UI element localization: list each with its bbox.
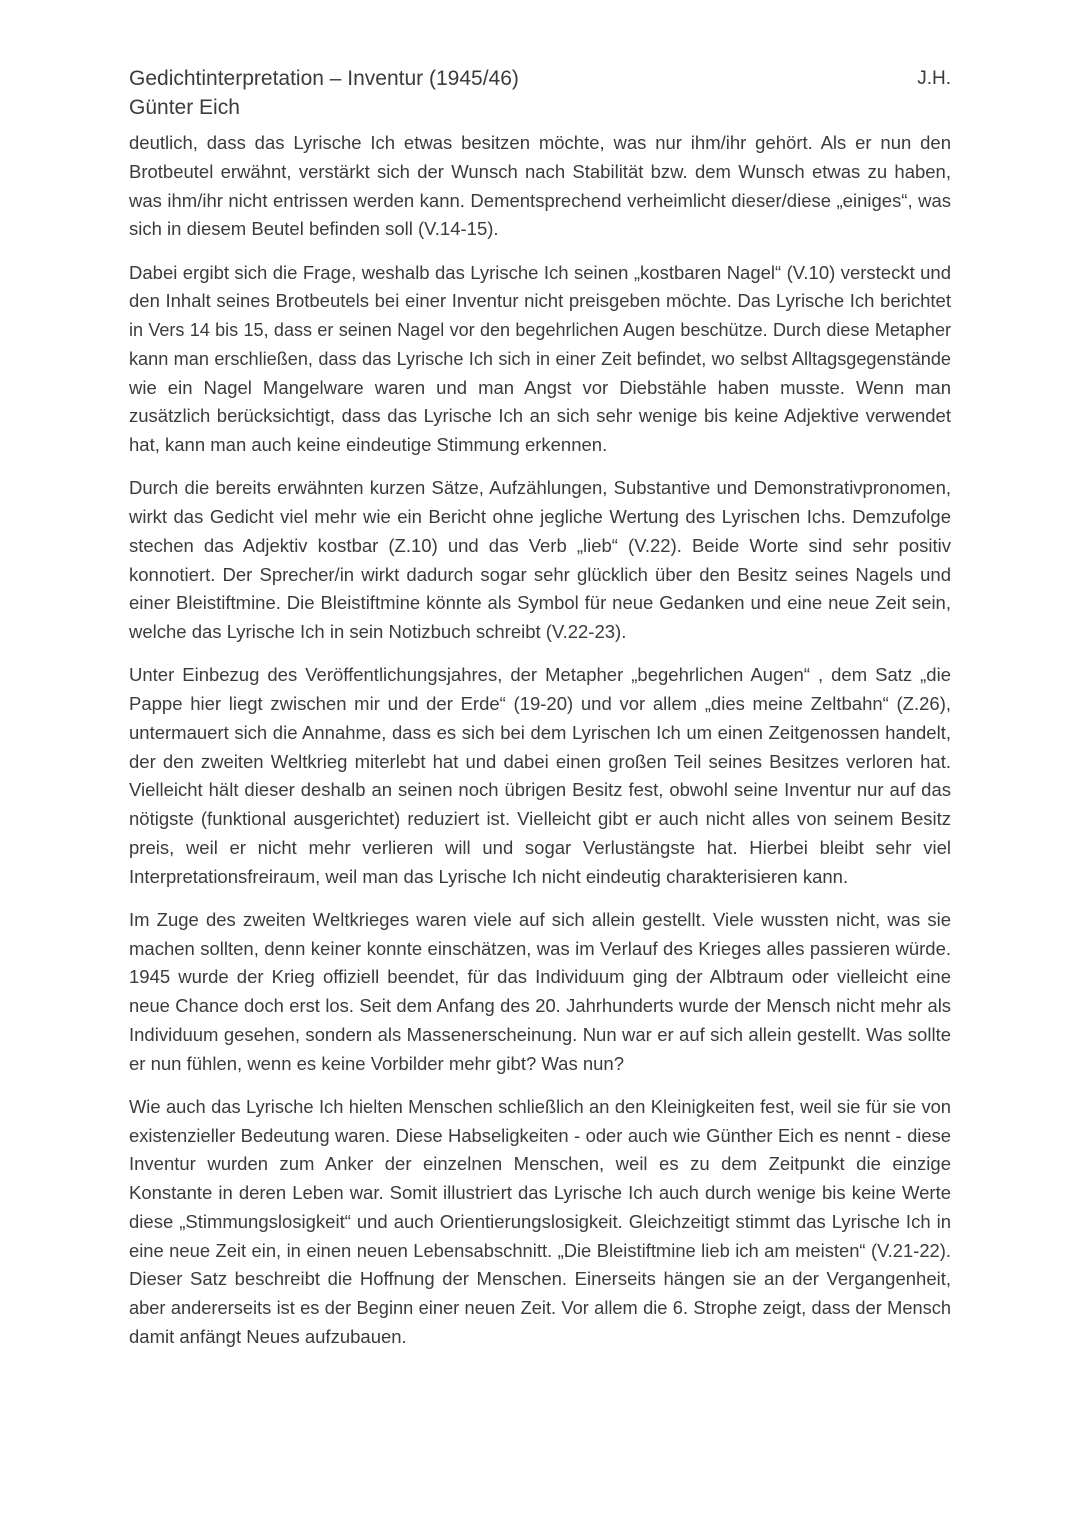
text-line: welche das Lyrische Ich in sein Notizbuch schreibt (V.22-23). [129, 621, 627, 642]
text-line: Unter Einbezug des Veröffentlichungsjahres, der Metapher „begehrlichen Augen“ , dem Satz „die [129, 664, 951, 686]
text-line: preis, weil er nicht mehr verlieren will und sogar Verlustängste hat. Hierbei bleibt sehr viel [129, 836, 951, 858]
text-line: der den zweiten Weltkrieg miterlebt hat und dabei einen großen Teil seines Besitzes verloren hat. [129, 750, 951, 772]
paragraph [129, 474, 951, 647]
text-line: untermauert sich die Annahme, dass es sich bei dem Lyrischen Ich um einen Zeitgenossen handelt, [129, 721, 951, 743]
paragraph [129, 906, 951, 1079]
text-line: was ihm/ihr nicht entrissen werden kann. Dementsprechend verheimlicht dieser/diese „einiges“, was [129, 189, 951, 211]
text-line: Durch die bereits erwähnten kurzen Sätze, Aufzählungen, Substantive und Demonstrativpronomen, [129, 477, 951, 499]
paragraph [129, 1093, 951, 1352]
text-line: Vielleicht hält dieser deshalb an seinen noch übrigen Besitz fest, obwohl seine Inventur nur auf das [129, 779, 951, 801]
text-line: Konstante in deren Leben war. Somit illustriert das Lyrische Ich auch durch wenige bis keine Werte [129, 1182, 951, 1203]
paragraph [129, 259, 951, 460]
document-title: Gedichtinterpretation – Inventur (1945/46) [129, 67, 519, 90]
text-line: deutlich, dass das Lyrische Ich etwas besitzen möchte, was nur ihm/ihr gehört. Als er nun den [129, 132, 951, 153]
paragraph [129, 129, 951, 244]
text-line: Interpretationsfreiraum, weil man das Lyrische Ich nicht eindeutig charakterisieren kann. [129, 865, 849, 887]
text-line: den Inhalt seines Brotbeutels bei einer Inventur nicht preisgeben möchte. Das Lyrische Ich berichtet [129, 290, 951, 312]
text-line: er nun fühlen, wenn es keine Vorbilder mehr gibt? Was nun? [129, 1052, 625, 1074]
poem-author: Günter Eich [129, 96, 240, 119]
paragraph [129, 661, 951, 891]
text-line: nötigste (funktional ausgerichtet) reduziert ist. Vielleicht gibt er auch nicht alles von seinem Besitz [129, 808, 951, 829]
text-line: kann man erschließen, dass das Lyrische Ich sich in einer Zeit befindet, wo selbst Alltagsgegenstände [129, 348, 951, 369]
text-line: wie ein Nagel Mangelware waren und man Angst vor Diebstähle haben musste. Wenn man [129, 376, 951, 398]
text-line: neue Chance doch erst los. Seit dem Anfang des 20. Jahrhunderts wurde der Mensch nicht mehr als [129, 995, 951, 1016]
text-line: damit anfängt Neues aufzubauen. [129, 1325, 407, 1347]
text-line: existenzieller Bedeutung waren. Diese Habseligkeiten - oder auch wie Günther Eich es nennt - diese [129, 1124, 951, 1146]
text-line: diese „Stimmungslosigkeit“ und auch Orientierungslosigkeit. Gleichzeitigt stimmt das Lyrische Ich in [129, 1210, 951, 1232]
text-line: Individuum gesehen, sondern als Massenerscheinung. Nun war er auf sich allein gestellt. Was sollte [129, 1023, 951, 1045]
text-line: in Vers 14 bis 15, dass er seinen Nagel vor den begehrlichen Augen beschütze. Durch diese Metapher [129, 320, 951, 340]
text-line: Dieser Satz beschreibt die Hoffnung der Menschen. Einerseits hängen sie an der Vergangenheit, [129, 1268, 951, 1290]
text-line: Brotbeutel erwähnt, verstärkt sich der Wunsch nach Stabilität bzw. dem Wunsch etwas zu haben, [129, 160, 951, 182]
text-line: Wie auch das Lyrische Ich hielten Menschen schließlich an den Kleinigkeiten fest, weil sie für sie von [129, 1095, 951, 1117]
text-line: hat, kann man auch keine eindeutige Stimmung erkennen. [129, 434, 608, 455]
page-header [129, 64, 951, 122]
text-line: einer Bleistiftmine. Die Bleistiftmine könnte als Symbol für neue Gedanken und eine neue Zeit sein, [129, 592, 951, 614]
author-initials: J.H. [917, 68, 951, 89]
text-line: Dabei ergibt sich die Frage, weshalb das Lyrische Ich seinen „kostbaren Nagel“ (V.10) versteckt und [129, 261, 951, 283]
text-line: zusätzlich berücksichtigt, dass das Lyrische Ich an sich sehr wenige bis keine Adjektive verwendet [129, 405, 951, 427]
text-line: wirkt das Gedicht viel mehr wie ein Bericht ohne jegliche Wertung des Lyrischen Ichs. Demzufolge [129, 506, 951, 527]
document-body [129, 129, 951, 1366]
text-line: Inventur wurden zum Anker der einzelnen Menschen, weil es zu dem Zeitpunkt die einzige [129, 1153, 951, 1175]
text-line: aber andererseits ist es der Beginn einer neuen Zeit. Vor allem die 6. Strophe zeigt, dass der Mensch [129, 1297, 951, 1318]
text-line: sich in diesem Beutel befinden soll (V.14-15). [129, 218, 499, 240]
text-line: machen sollten, denn keiner konnte einschätzen, was im Verlauf des Krieges alles passieren würde. [129, 937, 951, 959]
text-line: eine neue Zeit ein, in einen neuen Lebensabschnitt. „Die Bleistiftmine lieb ich am meisten“ (V.21-22). [129, 1239, 951, 1261]
text-line: Im Zuge des zweiten Weltkrieges waren viele auf sich allein gestellt. Viele wussten nicht, was sie [129, 908, 951, 930]
text-line: konnotiert. Der Sprecher/in wirkt dadurch sogar sehr glücklich über den Besitz seines Nagels und [129, 563, 951, 585]
text-line: stechen das Adjektiv kostbar (Z.10) und das Verb „lieb“ (V.22). Beide Worte sind sehr positiv [129, 534, 951, 556]
text-line: 1945 wurde der Krieg offiziell beendet, für das Individuum ging der Albtraum oder vielleicht eine [129, 966, 951, 988]
text-line: Pappe hier liegt zwischen mir und der Erde“ (19-20) und vor allem „dies meine Zeltbahn“ (Z.26), [129, 693, 951, 714]
